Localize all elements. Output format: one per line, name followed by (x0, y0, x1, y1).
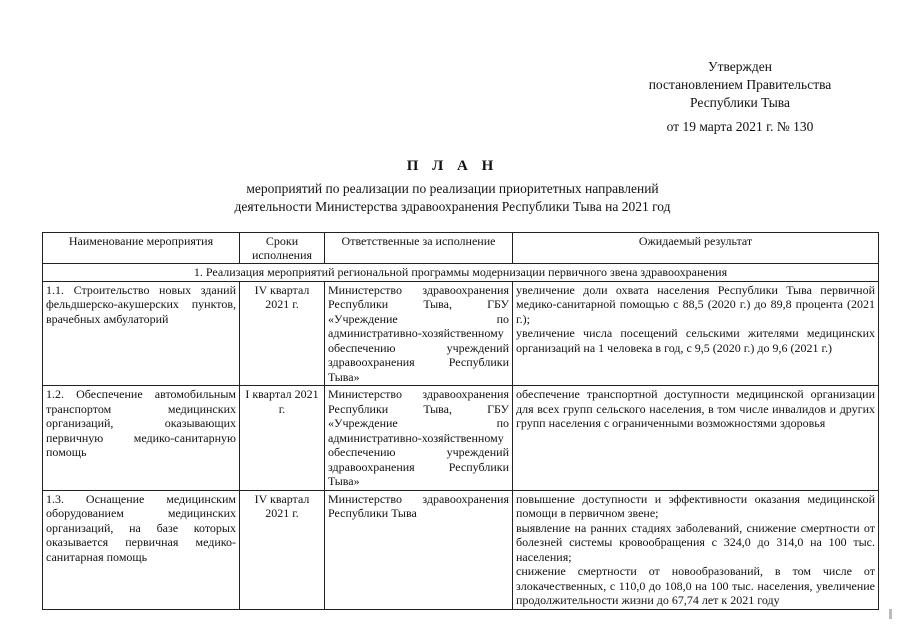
row-result: обеспечение транспортной доступности медицинской организации для всех групп сельского населения, в том числе инвалидов и других групп населения с ограниченными возможностями здоровья (513, 386, 879, 491)
row-name: 1.2. Обеспечение автомобильным транспортом медицинских организаций, оказывающих первичную медико-санитарную помощь (43, 386, 240, 491)
row-responsible: Министерство здравоохранения Республики Тыва, ГБУ «Учреждение по административно-хозяйственному обеспечению учреждений здравоохранения Республики Тыва» (325, 281, 513, 386)
row-responsible: Министерство здравоохранения Республики Тыва (325, 490, 513, 609)
approval-date: от 19 марта 2021 г. № 130 (666, 119, 814, 134)
table-row (43, 281, 879, 386)
header-responsible: Ответственные за исполнение (325, 233, 513, 264)
plan-subtitle-line-1: мероприятий по реализации по реализации приоритетных направлений (246, 181, 659, 196)
header-name: Наименование мероприятия (43, 233, 240, 264)
header-result: Ожидаемый результат (513, 233, 879, 264)
row-term: I квартал 2021 г. (240, 386, 325, 491)
section-title: 1. Реализация мероприятий региональной программы модернизации первичного звена здравоохранения (43, 264, 879, 282)
approval-line-1: Утвержден (708, 59, 772, 74)
header-term: Сроки исполнения (240, 233, 325, 264)
row-responsible: Министерство здравоохранения Республики Тыва, ГБУ «Учреждение по административно-хозяйственному обеспечению учреждений здравоохранения Республики Тыва» (325, 386, 513, 491)
row-term: IV квартал 2021 г. (240, 490, 325, 609)
row-result: увеличение доли охвата населения Республики Тыва первичной медико-санитарной помощью с 88,5 (2020 г.) до 89,8 процента (2021 г.); увеличение числа посещений сельскими жителями медицинских организаций на 1 человека в год, с 9,5 (2020 г.) до 9,6 (2021 г.) (513, 281, 879, 386)
plan-subtitle (0, 180, 905, 216)
approval-line-3: Республики Тыва (690, 95, 790, 110)
row-name: 1.3. Оснащение медицинским оборудованием медицинских организаций, на базе которых оказывается первичная медико-санитарная помощь (43, 490, 240, 609)
plan-table (42, 232, 879, 610)
table-header-row (43, 233, 879, 264)
scan-artifact (889, 609, 892, 619)
section-row (43, 264, 879, 282)
row-name: 1.1. Строительство новых зданий фельдшерско-акушерских пунктов, врачебных амбулаторий (43, 281, 240, 386)
table-row (43, 490, 879, 609)
approval-line-2: постановлением Правительства (648, 77, 832, 92)
row-result: повышение доступности и эффективности оказания медицинской помощи в первичном звене; выявление на ранних стадиях заболеваний, снижение смертности от болезней системы кровообращения с 324,0 до 314,0 на 100 тыс. населения; снижение смертности от новообразований, в том числе от злокачественных, с 110,0 до 108,0 на 100 тыс. населения, увеличение продолжительности жизни до 67,74 лет к 2021 году (513, 490, 879, 609)
table-row (43, 386, 879, 491)
plan-subtitle-line-2: деятельности Министерства здравоохранения Республики Тыва на 2021 год (234, 199, 671, 214)
plan-heading: П Л А Н (406, 158, 499, 174)
approval-block (640, 58, 840, 136)
row-term: IV квартал 2021 г. (240, 281, 325, 386)
